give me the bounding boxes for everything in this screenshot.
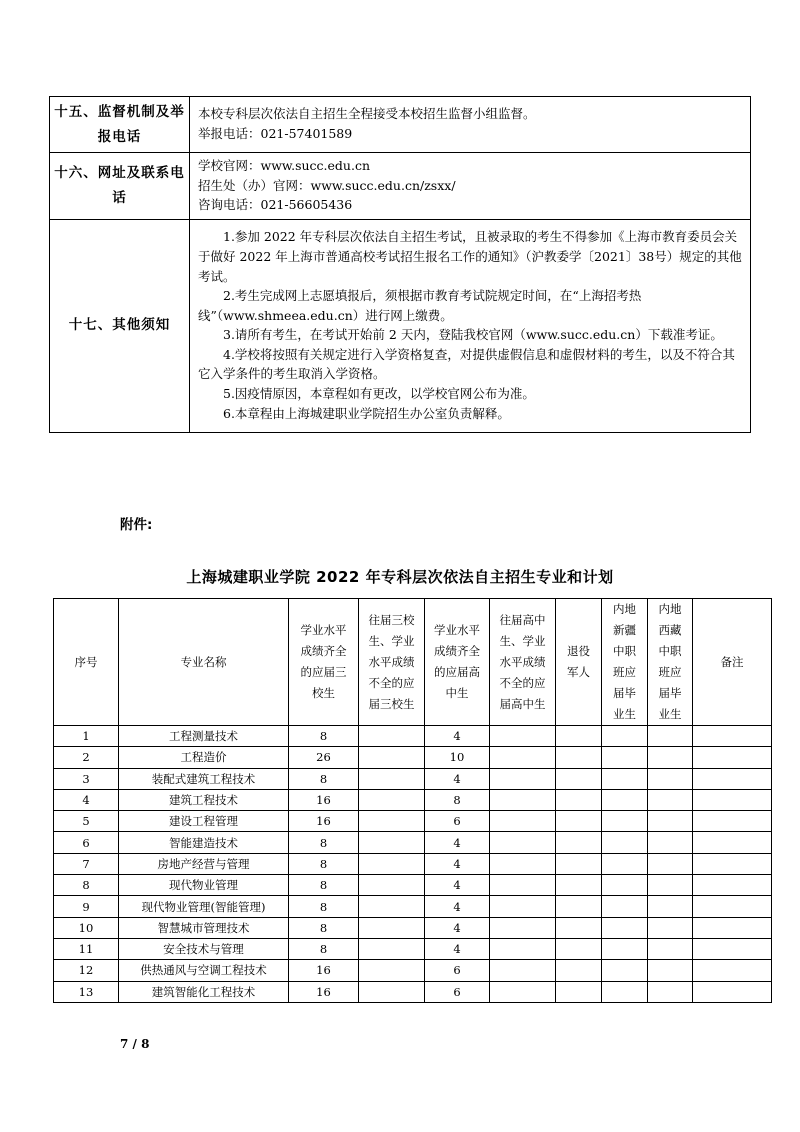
cell-major: 建筑工程技术: [119, 789, 289, 810]
cell-c: 6: [425, 960, 490, 981]
cell-c: 4: [425, 938, 490, 959]
col-header-no: 序号: [54, 599, 119, 726]
cell-c: 4: [425, 853, 490, 874]
cell-f: [602, 811, 648, 832]
cell-note: [693, 938, 772, 959]
col-header-e: 退役军人: [556, 599, 602, 726]
cell-g: [648, 832, 693, 853]
cell-b: [359, 747, 425, 768]
info-table: [49, 96, 751, 433]
cell-d: [490, 917, 556, 938]
plan-header-row: [54, 599, 772, 726]
note-paragraph: 6.本章程由上海城建职业学院招生办公室负责解释。: [223, 405, 510, 421]
info-row-contact: [50, 153, 751, 220]
cell-major: 现代物业管理(智能管理): [119, 896, 289, 917]
cell-a: 8: [289, 917, 359, 938]
cell-major: 建设工程管理: [119, 811, 289, 832]
table-row: [54, 726, 772, 747]
cell-no: 3: [54, 768, 119, 789]
cell-c: 4: [425, 832, 490, 853]
cell-g: [648, 789, 693, 810]
table-row: [54, 875, 772, 896]
cell-d: [490, 938, 556, 959]
cell-a: 26: [289, 747, 359, 768]
cell-no: 9: [54, 896, 119, 917]
plan-table: [53, 598, 772, 1003]
cell-e: [556, 768, 602, 789]
info-body: [190, 97, 751, 153]
cell-major: 房地产经营与管理: [119, 853, 289, 874]
cell-major: 工程测量技术: [119, 726, 289, 747]
cell-f: [602, 768, 648, 789]
note-paragraph: 1.参加 2022 年专科层次依法自主招生考试，且被录取的考生不得参加《上海市教育委员会关于做好 2022 年上海市普通高校考试招生报名工作的通知》（沪教委学〔2021〕38号）规定的其他考试。: [198, 229, 742, 284]
info-line: 学校官网：www.succ.edu.cn: [198, 158, 371, 173]
cell-d: [490, 789, 556, 810]
note-paragraph: 5.因疫情原因，本章程如有更改，以学校官网公布为准。: [223, 386, 535, 402]
page-number: 7 / 8: [120, 1037, 150, 1051]
cell-major: 供热通风与空调工程技术: [119, 960, 289, 981]
cell-e: [556, 960, 602, 981]
info-heading: 十六、网址及联系电话: [50, 153, 190, 220]
cell-g: [648, 896, 693, 917]
cell-f: [602, 981, 648, 1002]
cell-no: 6: [54, 832, 119, 853]
col-header-g: 内地西藏中职班应届毕业生: [648, 599, 693, 726]
cell-major: 现代物业管理: [119, 875, 289, 896]
cell-a: 16: [289, 811, 359, 832]
cell-b: [359, 981, 425, 1002]
cell-f: [602, 960, 648, 981]
cell-b: [359, 768, 425, 789]
cell-d: [490, 960, 556, 981]
cell-c: 4: [425, 875, 490, 896]
cell-no: 10: [54, 917, 119, 938]
cell-a: 8: [289, 832, 359, 853]
table-row: [54, 789, 772, 810]
cell-note: [693, 768, 772, 789]
cell-b: [359, 789, 425, 810]
cell-c: 4: [425, 768, 490, 789]
info-body: [190, 153, 751, 220]
cell-major: 安全技术与管理: [119, 938, 289, 959]
table-row: [54, 768, 772, 789]
table-row: [54, 853, 772, 874]
cell-no: 12: [54, 960, 119, 981]
cell-major: 建筑智能化工程技术: [119, 981, 289, 1002]
cell-major: 智能建造技术: [119, 832, 289, 853]
cell-b: [359, 832, 425, 853]
note-paragraph: 4.学校将按照有关规定进行入学资格复查，对提供虚假信息和虚假材料的考生，以及不符合其它入学条件的考生取消入学资格。: [198, 346, 735, 382]
cell-a: 16: [289, 981, 359, 1002]
cell-a: 8: [289, 938, 359, 959]
cell-e: [556, 853, 602, 874]
info-body: [190, 219, 751, 432]
cell-f: [602, 875, 648, 896]
cell-b: [359, 875, 425, 896]
cell-no: 5: [54, 811, 119, 832]
cell-f: [602, 789, 648, 810]
cell-note: [693, 960, 772, 981]
cell-g: [648, 938, 693, 959]
table-row: [54, 960, 772, 981]
info-row-supervision: [50, 97, 751, 153]
col-header-note: 备注: [693, 599, 772, 726]
cell-note: [693, 853, 772, 874]
cell-a: 8: [289, 875, 359, 896]
cell-note: [693, 981, 772, 1002]
cell-d: [490, 811, 556, 832]
cell-a: 8: [289, 853, 359, 874]
cell-f: [602, 938, 648, 959]
cell-b: [359, 896, 425, 917]
cell-d: [490, 747, 556, 768]
col-header-f: 内地新疆中职班应届毕业生: [602, 599, 648, 726]
cell-g: [648, 875, 693, 896]
cell-g: [648, 768, 693, 789]
cell-c: 10: [425, 747, 490, 768]
attachment-label: 附件:: [120, 517, 153, 533]
cell-note: [693, 789, 772, 810]
cell-a: 8: [289, 726, 359, 747]
cell-c: 4: [425, 896, 490, 917]
cell-no: 2: [54, 747, 119, 768]
cell-e: [556, 789, 602, 810]
cell-d: [490, 832, 556, 853]
table-row: [54, 832, 772, 853]
cell-major: 智慧城市管理技术: [119, 917, 289, 938]
cell-c: 4: [425, 917, 490, 938]
cell-e: [556, 811, 602, 832]
cell-no: 11: [54, 938, 119, 959]
cell-major: 装配式建筑工程技术: [119, 768, 289, 789]
cell-note: [693, 726, 772, 747]
cell-g: [648, 917, 693, 938]
cell-b: [359, 726, 425, 747]
cell-note: [693, 747, 772, 768]
table-row: [54, 747, 772, 768]
cell-no: 13: [54, 981, 119, 1002]
cell-no: 4: [54, 789, 119, 810]
cell-e: [556, 875, 602, 896]
cell-g: [648, 811, 693, 832]
cell-f: [602, 726, 648, 747]
cell-f: [602, 853, 648, 874]
cell-major: 工程造价: [119, 747, 289, 768]
note-paragraph: 3.请所有考生，在考试开始前 2 天内，登陆我校官网（www.succ.edu.cn）下载准考证。: [223, 327, 723, 343]
cell-no: 7: [54, 853, 119, 874]
cell-e: [556, 917, 602, 938]
cell-c: 6: [425, 811, 490, 832]
cell-f: [602, 917, 648, 938]
col-header-major: 专业名称: [119, 599, 289, 726]
cell-g: [648, 981, 693, 1002]
info-line: 本校专科层次依法自主招生全程接受本校招生监督小组监督。: [198, 106, 536, 122]
cell-e: [556, 896, 602, 917]
cell-d: [490, 896, 556, 917]
cell-g: [648, 747, 693, 768]
table-row: [54, 917, 772, 938]
cell-c: 6: [425, 981, 490, 1002]
cell-b: [359, 811, 425, 832]
col-header-d: 往届高中生、学业水平成绩不全的应届高中生: [490, 599, 556, 726]
cell-e: [556, 981, 602, 1002]
cell-note: [693, 811, 772, 832]
cell-b: [359, 853, 425, 874]
cell-e: [556, 726, 602, 747]
cell-d: [490, 981, 556, 1002]
plan-title: 上海城建职业学院 2022 年专科层次依法自主招生专业和计划: [186, 568, 614, 586]
cell-a: 8: [289, 768, 359, 789]
table-row: [54, 981, 772, 1002]
cell-g: [648, 853, 693, 874]
info-line: 招生处（办）官网：www.succ.edu.cn/zsxx/: [198, 177, 456, 193]
table-row: [54, 938, 772, 959]
col-header-c: 学业水平成绩齐全的应届高中生: [425, 599, 490, 726]
cell-note: [693, 875, 772, 896]
cell-c: 4: [425, 726, 490, 747]
cell-b: [359, 938, 425, 959]
info-row-notes: [50, 219, 751, 432]
info-line: 咨询电话：021-56605436: [198, 197, 353, 213]
info-line: 举报电话：021-57401589: [198, 126, 353, 141]
cell-d: [490, 853, 556, 874]
cell-note: [693, 896, 772, 917]
cell-b: [359, 960, 425, 981]
cell-no: 1: [54, 726, 119, 747]
cell-f: [602, 747, 648, 768]
cell-e: [556, 832, 602, 853]
col-header-a: 学业水平成绩齐全的应届三校生: [289, 599, 359, 726]
cell-f: [602, 832, 648, 853]
table-row: [54, 811, 772, 832]
info-heading: 十七、其他须知: [50, 219, 190, 432]
table-row: [54, 896, 772, 917]
cell-note: [693, 832, 772, 853]
cell-d: [490, 726, 556, 747]
cell-d: [490, 875, 556, 896]
info-heading: 十五、监督机制及举报电话: [50, 97, 190, 153]
cell-a: 8: [289, 896, 359, 917]
cell-f: [602, 896, 648, 917]
note-paragraph: 2.考生完成网上志愿填报后，须根据市教育考试院规定时间，在“上海招考热线”（www.shmeea.edu.cn）进行网上缴费。: [198, 288, 642, 323]
cell-g: [648, 960, 693, 981]
cell-e: [556, 747, 602, 768]
cell-b: [359, 917, 425, 938]
cell-c: 8: [425, 789, 490, 810]
cell-a: 16: [289, 960, 359, 981]
cell-no: 8: [54, 875, 119, 896]
col-header-b: 往届三校生、学业水平成绩不全的应届三校生: [359, 599, 425, 726]
cell-a: 16: [289, 789, 359, 810]
cell-note: [693, 917, 772, 938]
cell-d: [490, 768, 556, 789]
cell-e: [556, 938, 602, 959]
cell-g: [648, 726, 693, 747]
